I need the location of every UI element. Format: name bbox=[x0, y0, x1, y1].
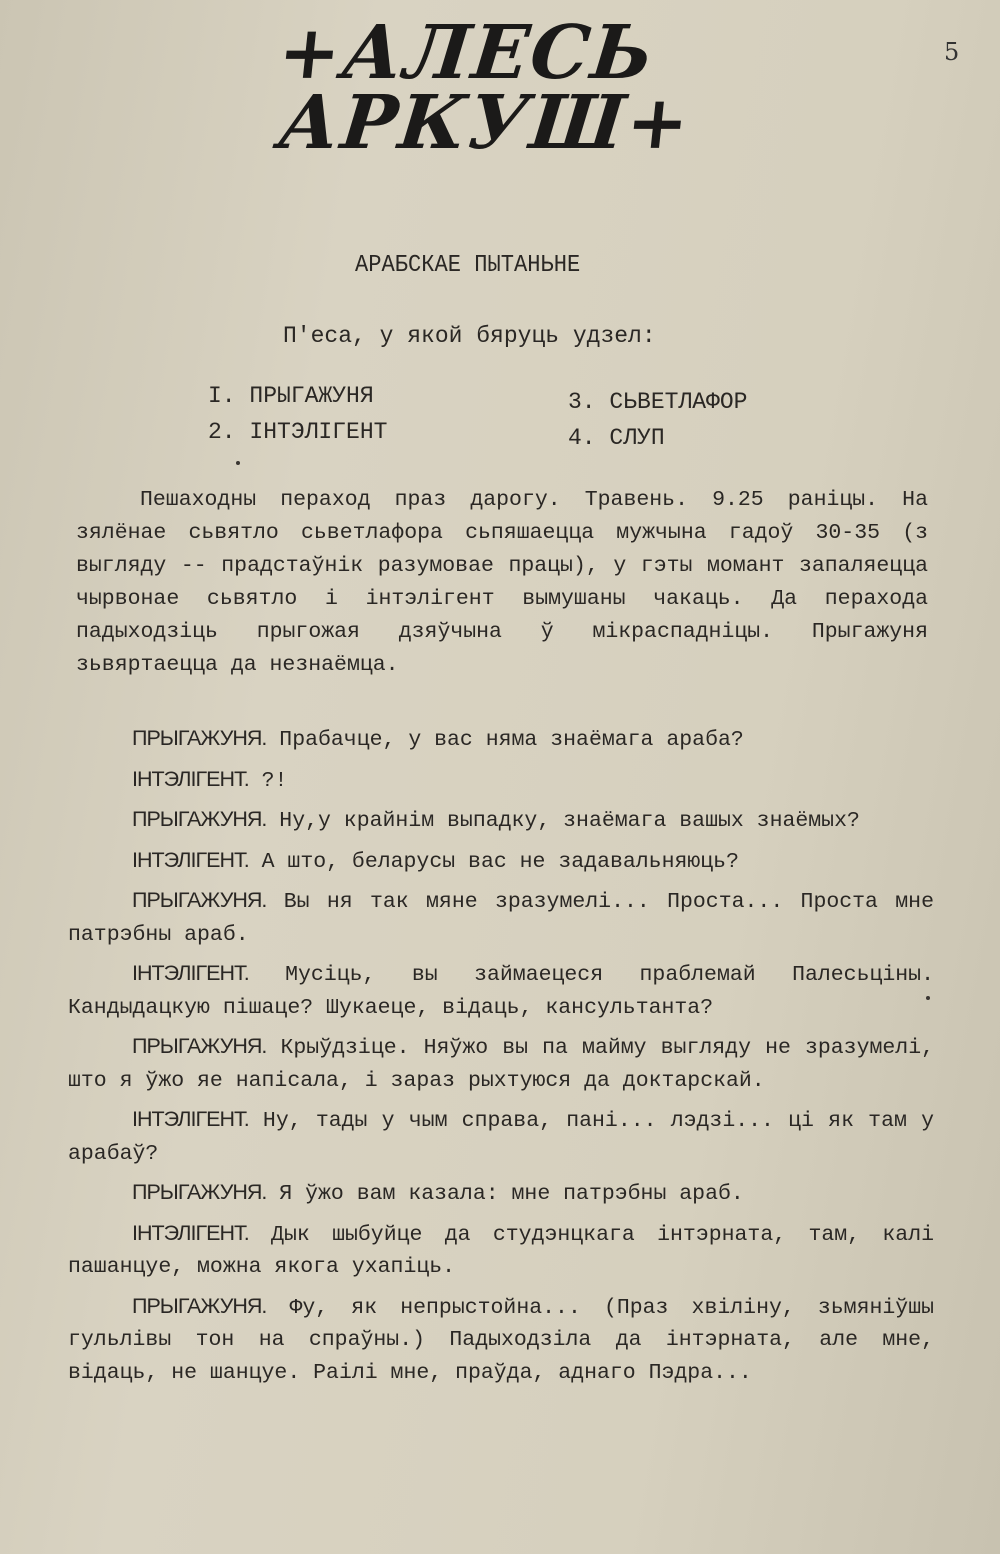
dialogue-line bbox=[68, 884, 934, 951]
author-heading bbox=[268, 10, 702, 166]
cast-item: I. ПРЫГАЖУНЯ bbox=[208, 383, 374, 409]
dialogue-line bbox=[68, 957, 934, 1024]
speaker-name: ПРЫГАЖУНЯ. bbox=[132, 807, 267, 831]
line-text: Вы ня так мяне зразумелі... Проста... Проста мне патрэбны араб. bbox=[68, 890, 934, 947]
dialogue-line bbox=[68, 1030, 934, 1097]
dialogue bbox=[68, 722, 934, 1395]
speaker-name: IНТЭЛIГЕНТ. bbox=[132, 847, 249, 872]
line-text: Мусіць, вы займаецеся праблемай Палесьціны. Кандыдацкую пішаце? Шукаеце, відаць, кансультанта? bbox=[68, 963, 934, 1020]
dialogue-line bbox=[68, 844, 934, 879]
speaker-name: ПРЫГАЖУНЯ. bbox=[132, 1293, 267, 1318]
line-text: Ну, тады у чым справа, пані... лэдзі... ці як там у арабаў? bbox=[68, 1109, 934, 1166]
stage-direction bbox=[76, 484, 928, 682]
cast-item: 3. СЬВЕТЛАФОР bbox=[568, 389, 748, 415]
cast-list-right bbox=[568, 384, 747, 456]
page-number: 5 bbox=[944, 38, 960, 66]
author-first-name: +АЛЕСЬ bbox=[274, 10, 660, 96]
play-title: АРАБСКАЕ ПЫТАНЬНЕ bbox=[355, 252, 581, 279]
dialogue-line bbox=[68, 1217, 934, 1284]
dialogue-line bbox=[68, 763, 934, 798]
line-text: А што, беларусы вас не задавальняюць? bbox=[261, 849, 739, 874]
line-text: Фу, як непрыстойна... (Праз хвіліну, зьмяніўшы гульлівы тон на спраўны.) Падыходзіла да інтэрната, але мне, відаць, не шанцуе. Раілі мне, праўда, аднаго Пэдра... bbox=[68, 1295, 934, 1385]
cast-item: 2. IНТЭЛIГЕНТ bbox=[208, 419, 388, 445]
dialogue-line bbox=[68, 803, 934, 838]
speaker-name: IНТЭЛIГЕНТ. bbox=[132, 961, 249, 985]
speaker-name: ПРЫГАЖУНЯ. bbox=[132, 1034, 267, 1058]
dialogue-line bbox=[68, 722, 934, 757]
speaker-name: IНТЭЛIГЕНТ. bbox=[132, 1220, 249, 1245]
cast-list-left bbox=[208, 378, 387, 450]
line-text: Дык шыбуйце да студэнцкага інтэрната, там, калі пашанцуе, можна якога ухапіць. bbox=[68, 1222, 935, 1279]
line-text: Ну,у крайнім выпадку, знаёмага вашых знаёмых? bbox=[279, 809, 860, 833]
cast-item: 4. СЛУП bbox=[568, 425, 665, 451]
dialogue-line bbox=[68, 1103, 934, 1170]
speaker-name: ПРЫГАЖУНЯ. bbox=[132, 1180, 267, 1204]
ink-speck bbox=[236, 461, 240, 465]
speaker-name: IНТЭЛIГЕНТ. bbox=[132, 766, 249, 791]
stage-direction-text: Пешаходны пераход праз дарогу. Травень. 9.25 раніцы. На зялёнае сьвятло сьветлафора сьпяшаецца мужчына гадоў 30-35 (з выгляду -- прадстаўнік разумовае працы), у гэты момант запаляецца чырвонае сьвятло і інтэлігент вымушаны чакаць. Да перахода падыходзіць прыгожая дзяўчына ў мікраспадніцы. Прыгажуня зьвяртаецца да незнаёмца. bbox=[76, 488, 928, 677]
line-text: Крыўдзіце. Няўжо вы па майму выгляду не зразумелі, што я ўжо яе напісала, і зараз рыхтуюся да доктарскай. bbox=[68, 1036, 934, 1093]
line-text: ?! bbox=[261, 768, 288, 793]
dialogue-line bbox=[68, 1176, 934, 1211]
cast-intro: П'еса, у якой бяруць удзел: bbox=[283, 323, 656, 349]
speaker-name: ПРЫГАЖУНЯ. bbox=[132, 726, 267, 750]
line-text: Я ўжо вам казала: мне патрэбны араб. bbox=[279, 1182, 744, 1206]
speaker-name: IНТЭЛIГЕНТ. bbox=[132, 1107, 249, 1131]
speaker-name: ПРЫГАЖУНЯ. bbox=[132, 888, 267, 912]
line-text: Прабачце, у вас няма знаёмага араба? bbox=[279, 728, 744, 752]
author-last-name: АРКУШ+ bbox=[274, 80, 695, 166]
dialogue-line bbox=[68, 1290, 934, 1390]
